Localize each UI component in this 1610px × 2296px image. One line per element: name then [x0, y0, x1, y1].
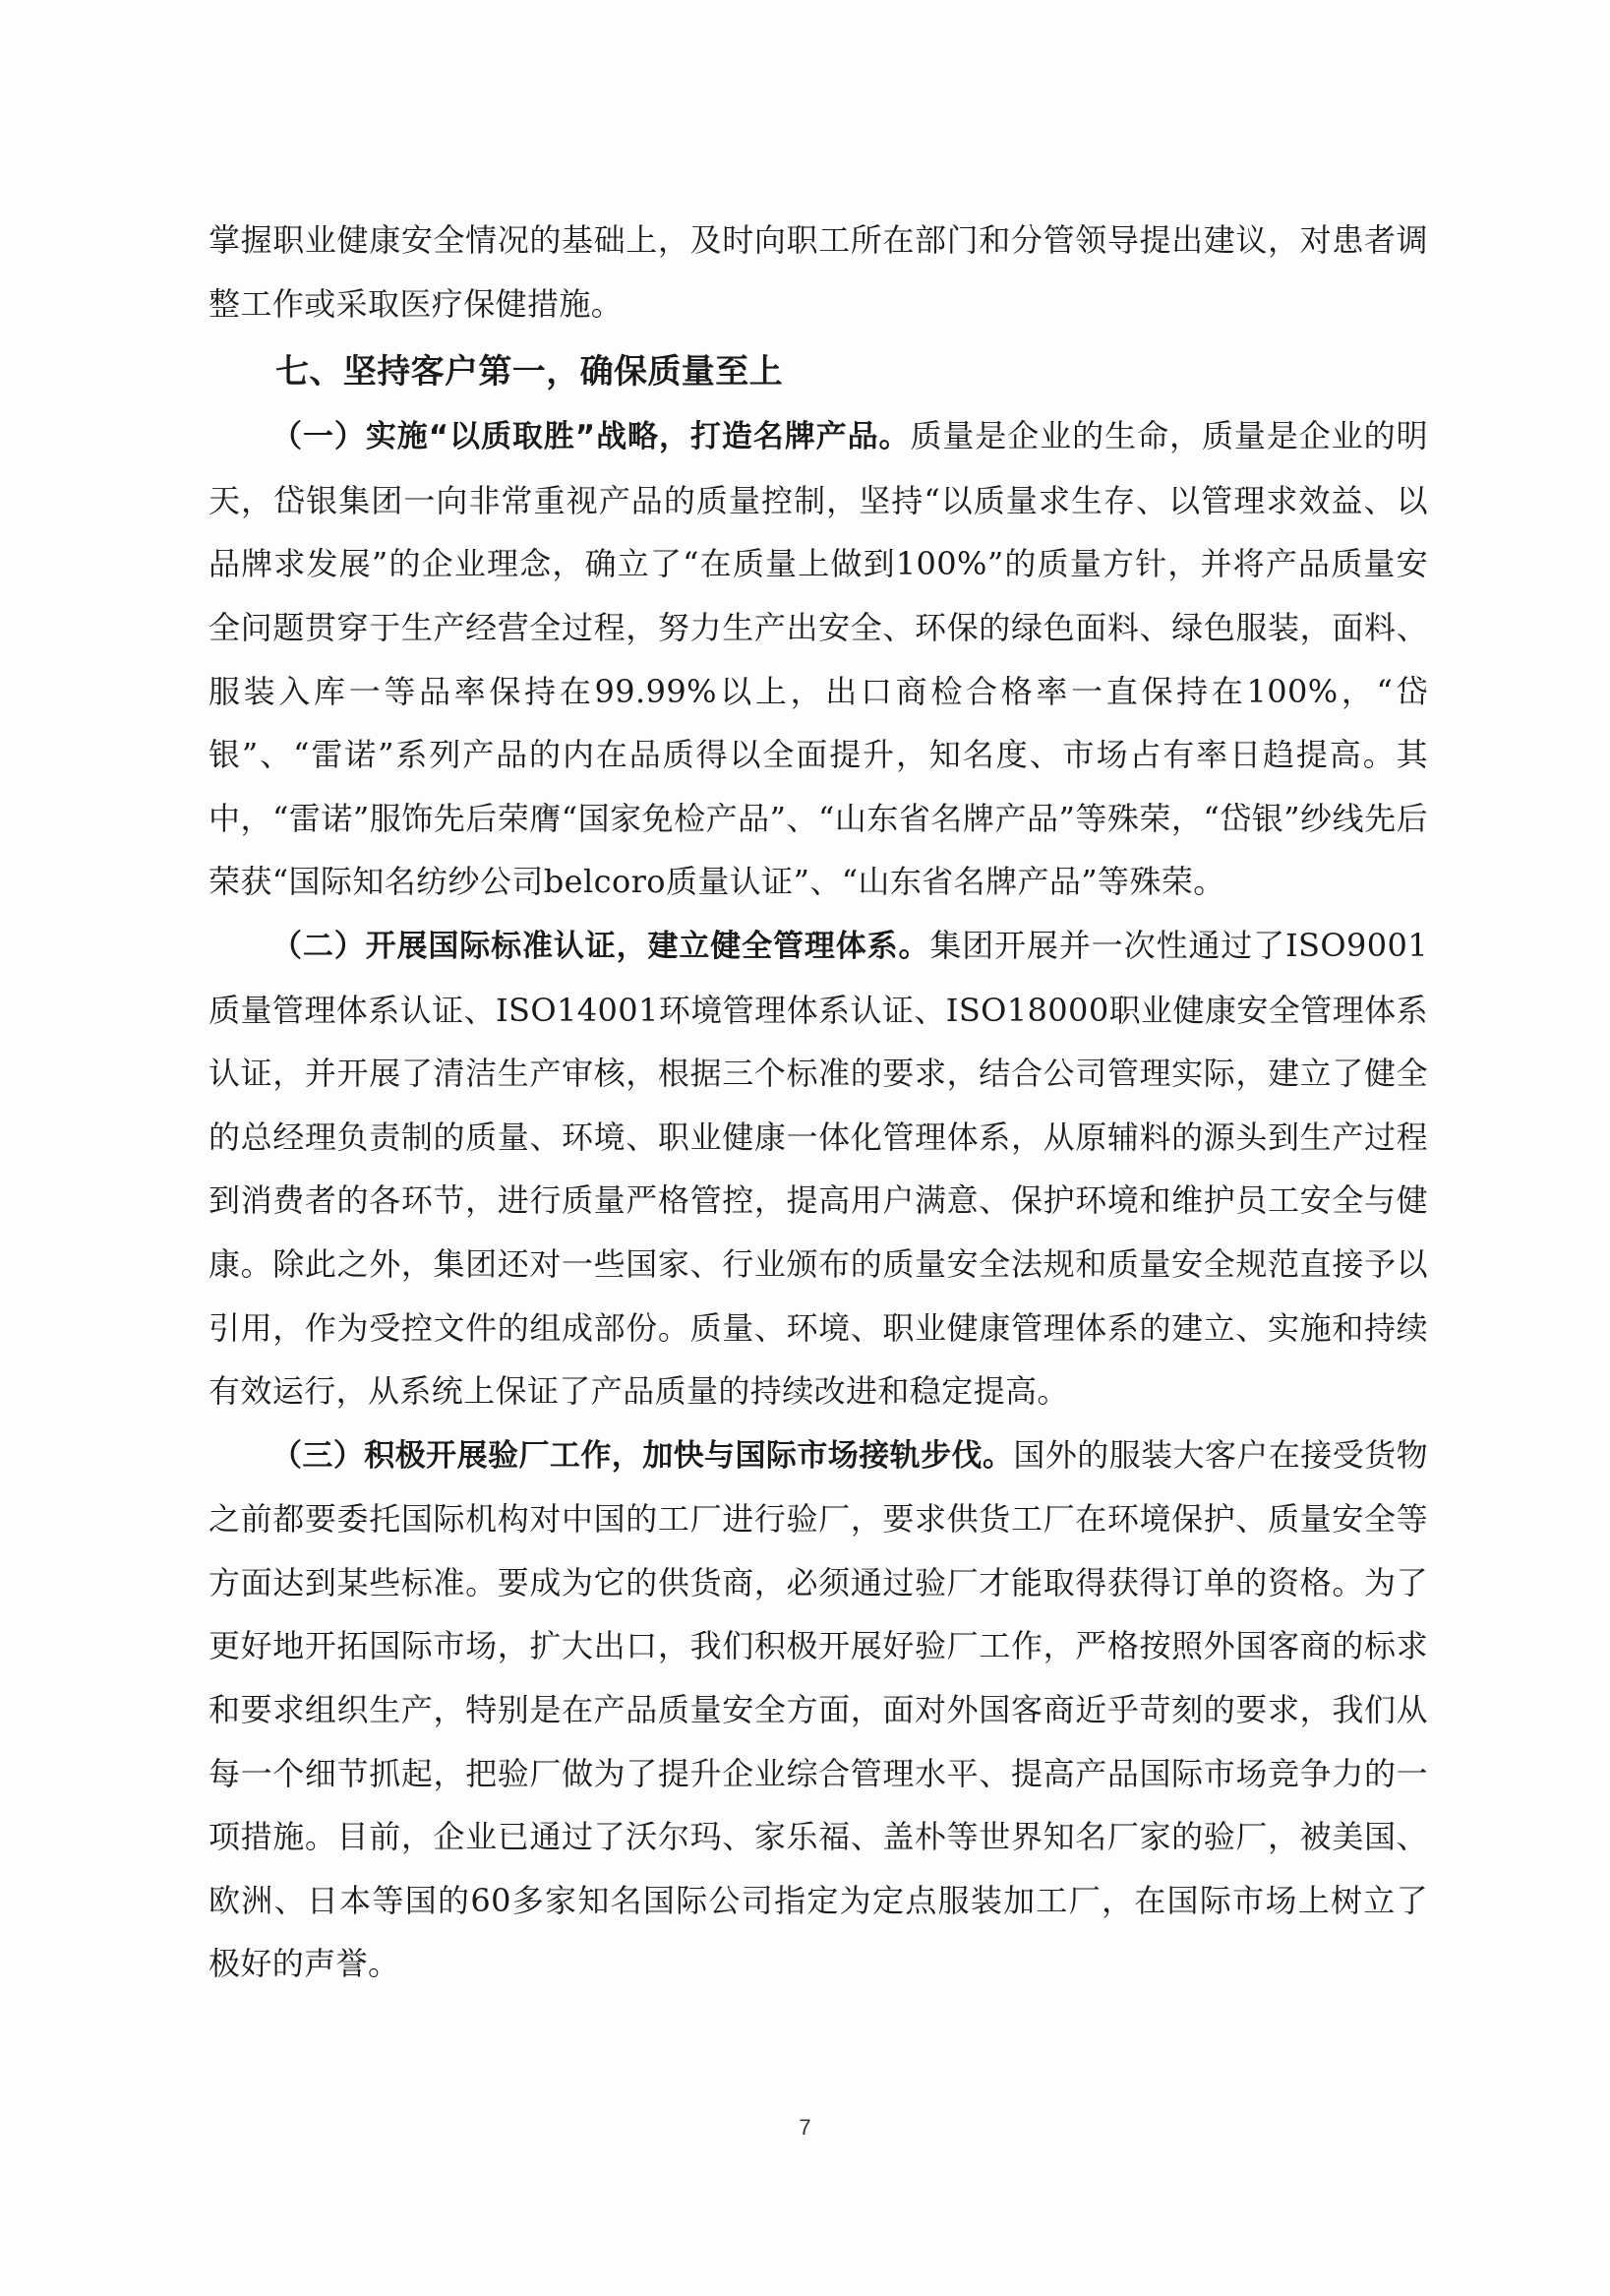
paragraph-2-lead: （二）开展国际标准认证，建立健全管理体系。	[271, 928, 930, 964]
paragraph-2-body: 集团开展并一次性通过了ISO9001质量管理体系认证、ISO14001环境管理体系认证、ISO18000职业健康安全管理体系认证，并开展了清洁生产审核，根据三个标准的要求，结合公司管理实际，建立了健全的总经理负责制的质量、环境、职业健康一体化管理体系，从原辅料的源头到生产过程到消费者的各环节，进行质量严格管控，提高用户满意、保护环境和维护员工安全与健康。除此之外，集团还对一些国家、行业颁布的质量安全法规和质量安全规范直接予以引用，作为受控文件的组成部份。质量、环境、职业健康管理体系的建立、实施和持续有效运行，从系统上保证了产品质量的持续改进和稳定提高。	[209, 926, 1429, 1411]
page-number: 7	[799, 2115, 811, 2140]
paragraph-1-body: 质量是企业的生命，质量是企业的明天，岱银集团一向非常重视产品的质量控制，坚持“以质量求生存、以管理求效益、以品牌求发展”的企业理念，确立了“在质量上做到100%”的质量方针，并将产品质量安全问题贯穿于生产经营全过程，努力生产出安全、环保的绿色面料、绿色服装，面料、服装入库一等品率保持在99.99%以上，出口商检合格率一直保持在100%，“岱银”、“雷诺”系列产品的内在品质得以全面提升，知名度、市场占有率日趋提高。其中，“雷诺”服饰先后荣膺“国家免检产品”、“山东省名牌产品”等殊荣，“岱银”纱线先后荣获“国际知名纺纱公司belcoro质量认证”、“山东省名牌产品”等殊荣。	[209, 417, 1428, 901]
paragraph-3	[209, 1423, 1428, 1996]
section-heading: 七、坚持客户第一，确保质量至上	[275, 352, 783, 393]
page-body	[209, 209, 1428, 1996]
paragraph-3-body: 国外的服装大客户在接受货物之前都要委托国际机构对中国的工厂进行验厂，要求供货工厂在环境保护、质量安全等方面达到某些标准。要成为它的供货商，必须通过验厂才能取得获得订单的资格。为了更好地开拓国际市场，扩大出口，我们积极开展好验厂工作，严格按照外国客商的标求和要求组织生产，特别是在产品质量安全方面，面对外国客商近乎苛刻的要求，我们从每一个细节抓起，把验厂做为了提升企业综合管理水平、提高产品国际市场竞争力的一项措施。目前，企业已通过了沃尔玛、家乐福、盖朴等世界知名厂家的验厂，被美国、欧洲、日本等国的60多家知名国际公司指定为定点服装加工厂，在国际市场上树立了极好的声誉。	[209, 1435, 1428, 1983]
paragraph-3-lead: （三）积极开展验厂工作，加快与国际市场接轨步伐。	[271, 1437, 1014, 1474]
paragraph-1-lead: （一）实施“以质取胜”战略，打造名牌产品。	[271, 419, 911, 455]
paragraph-1	[209, 404, 1428, 914]
paragraph-2	[209, 914, 1428, 1423]
continuation-paragraph: 掌握职业健康安全情况的基础上，及时向职工所在部门和分管领导提出建议，对患者调整工作或采取医疗保健措施。	[209, 221, 1428, 323]
